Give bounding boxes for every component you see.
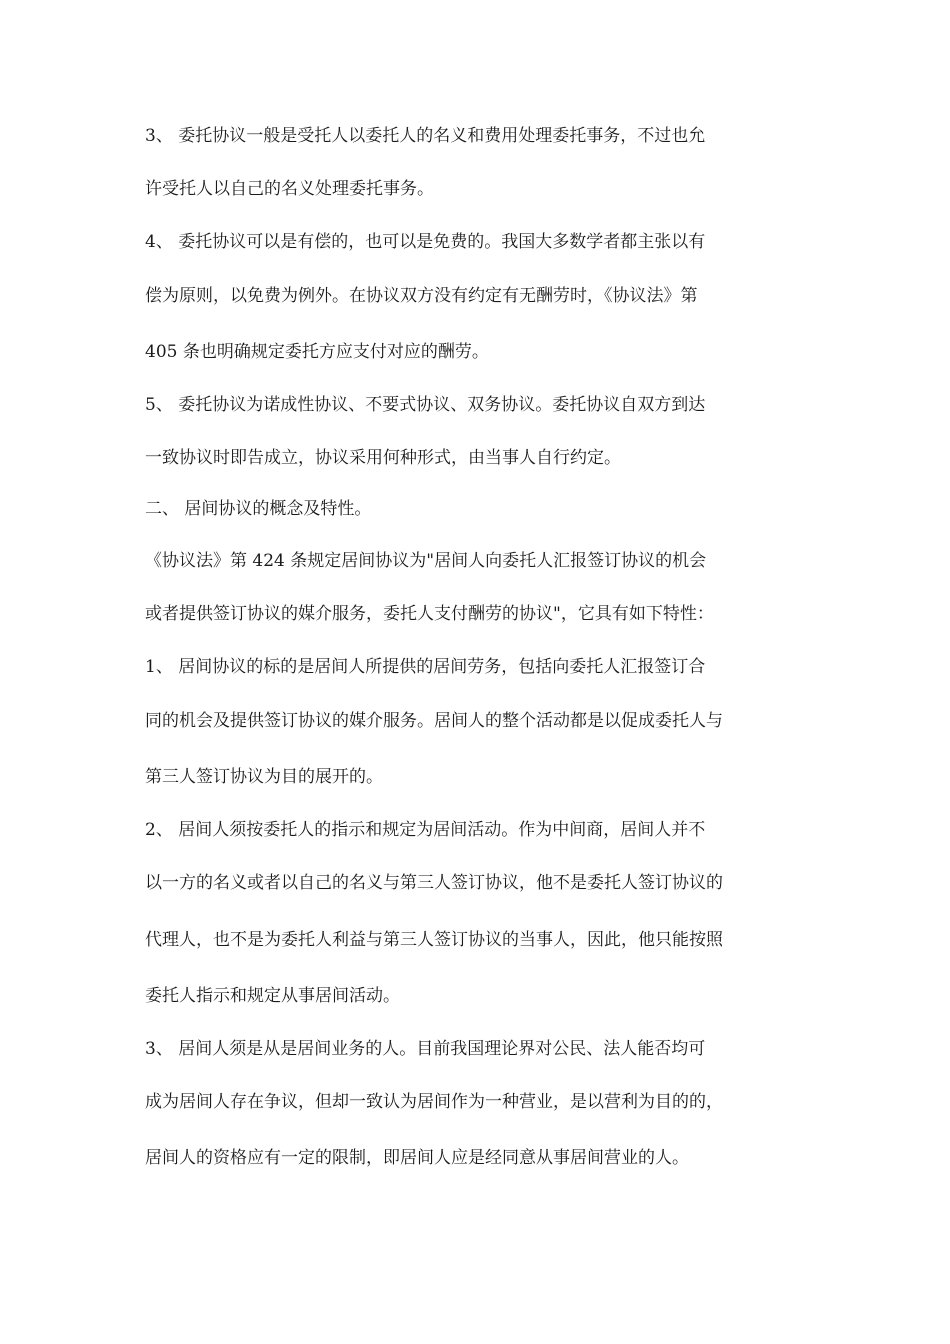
text-line: 同的机会及提供签订协议的媒介服务。居间人的整个活动都是以促成委托人与 [145,711,723,731]
text-line: 偿为原则，以免费为例外。在协议双方没有约定有无酬劳时，《协议法》第 [145,286,698,306]
text-line: 2、 居间人须按委托人的指示和规定为居间活动。作为中间商，居间人并不 [145,820,706,840]
text-line: 许受托人以自己的名义处理委托事务。 [145,179,434,199]
text-line: 4、 委托协议可以是有偿的，也可以是免费的。我国大多数学者都主张以有 [145,232,706,252]
text-line: 代理人，也不是为委托人利益与第三人签订协议的当事人，因此，他只能按照 [145,930,723,950]
text-line: 或者提供签订协议的媒介服务，委托人支付酬劳的协议"，它具有如下特性： [145,604,714,624]
text-line: 成为居间人存在争议，但却一致认为居间作为一种营业，是以营利为目的的， [145,1092,723,1112]
text-line: 委托人指示和规定从事居间活动。 [145,986,400,1006]
text-line: 3、 委托协议一般是受托人以委托人的名义和费用处理委托事务，不过也允 [145,126,706,146]
text-line: 以一方的名义或者以自己的名义与第三人签订协议，他不是委托人签订协议的 [145,873,723,893]
text-line: 一致协议时即告成立，协议采用何种形式，由当事人自行约定。 [145,448,621,468]
text-line: 1、 居间协议的标的是居间人所提供的居间劳务，包括向委托人汇报签订合 [145,657,706,677]
text-line: 《协议法》第 424 条规定居间协议为"居间人向委托人汇报签订协议的机会 [145,551,707,571]
text-line: 3、 居间人须是从是居间业务的人。目前我国理论界对公民、法人能否均可 [145,1039,706,1059]
text-line: 5、 委托协议为诺成性协议、不要式协议、双务协议。委托协议自双方到达 [145,395,706,415]
text-line: 居间人的资格应有一定的限制，即居间人应是经同意从事居间营业的人。 [145,1148,689,1168]
section-heading: 二、 居间协议的概念及特性。 [145,499,372,519]
text-line: 第三人签订协议为目的展开的。 [145,767,383,787]
text-line: 405 条也明确规定委托方应支付对应的酬劳。 [145,342,489,362]
